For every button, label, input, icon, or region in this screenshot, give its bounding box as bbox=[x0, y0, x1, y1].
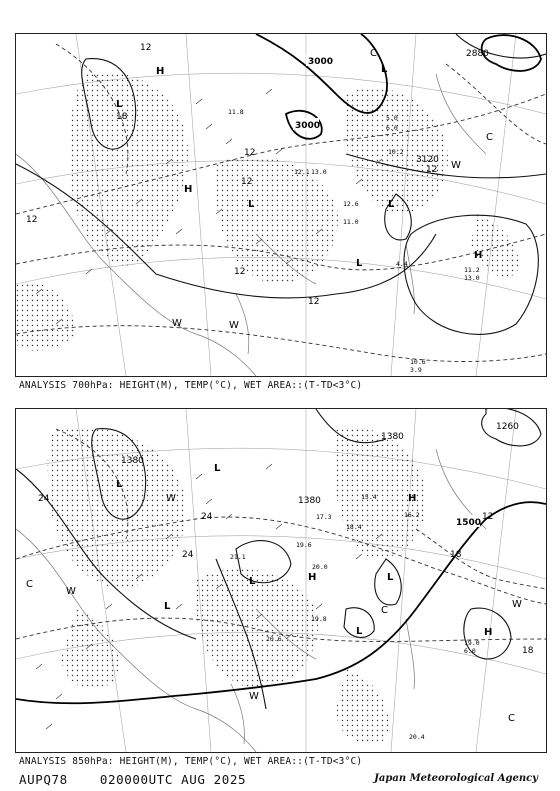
cold-mark: C bbox=[508, 713, 515, 724]
low-mark: L bbox=[356, 626, 363, 637]
caption-850hpa: ANALYSIS 850hPa: HEIGHT(M), TEMP(°C), WET AREA::(T-TD<3°C) bbox=[19, 756, 363, 767]
contour-label: 1380 bbox=[381, 432, 404, 442]
isotherm-label: 18 bbox=[116, 112, 128, 122]
cold-mark: C bbox=[370, 48, 377, 59]
high-mark: H bbox=[308, 572, 317, 583]
high-mark: H bbox=[156, 66, 165, 77]
station-value: 18.4 bbox=[346, 523, 362, 531]
station-value: 20.0 bbox=[312, 563, 328, 571]
high-mark: H bbox=[408, 493, 417, 504]
isotherm-label: 12 bbox=[482, 512, 494, 522]
station-value: 13.0 bbox=[464, 274, 480, 282]
isotherm-label: 24 bbox=[38, 494, 50, 504]
station-value: 12.6 bbox=[343, 200, 359, 208]
contour-label: 2880 bbox=[466, 49, 489, 59]
low-mark: L bbox=[116, 479, 123, 490]
map-850hpa bbox=[15, 408, 547, 753]
station-value: 21.1 bbox=[230, 553, 246, 561]
high-mark: H bbox=[484, 627, 493, 638]
station-value: 17.3 bbox=[316, 513, 332, 521]
caption-700hpa: ANALYSIS 700hPa: HEIGHT(M), TEMP(°C), WET AREA::(T-TD<3°C) bbox=[19, 380, 363, 391]
contour-label: 3000 bbox=[295, 121, 321, 131]
station-value: 13.0 bbox=[311, 168, 327, 176]
station-value: 19.8 bbox=[311, 615, 327, 623]
warm-mark: W bbox=[166, 493, 176, 504]
station-value: 15.4 bbox=[361, 493, 377, 501]
low-mark: L bbox=[116, 99, 123, 110]
warm-mark: W bbox=[451, 160, 461, 171]
contour-label: 1380 bbox=[121, 456, 144, 466]
low-mark: L bbox=[248, 199, 255, 210]
station-value: 16.2 bbox=[404, 511, 420, 519]
station-value: 11.8 bbox=[228, 108, 244, 116]
station-value: 6.0 bbox=[464, 647, 476, 655]
map-700hpa bbox=[15, 33, 547, 377]
station-value: 20.4 bbox=[409, 733, 425, 741]
station-value: 6.0 bbox=[386, 124, 398, 132]
high-mark: H bbox=[474, 250, 483, 261]
station-value: 19.6 bbox=[296, 541, 312, 549]
contour-label: 1260 bbox=[496, 422, 519, 432]
warm-mark: W bbox=[66, 586, 76, 597]
station-value: 5.0 bbox=[386, 114, 398, 122]
wet-areas bbox=[48, 427, 427, 744]
cold-mark: C bbox=[486, 132, 493, 143]
low-mark: L bbox=[356, 258, 363, 269]
low-mark: L bbox=[388, 199, 395, 210]
station-value: 10.6 bbox=[410, 358, 426, 366]
isotherm-label: 18 bbox=[522, 646, 534, 656]
low-mark: L bbox=[214, 463, 221, 474]
valid-time: 020000UTC AUG 2025 bbox=[99, 772, 247, 787]
low-mark: L bbox=[387, 572, 394, 583]
high-mark: H bbox=[184, 184, 193, 195]
station-value: 3.9 bbox=[410, 366, 422, 374]
contour-label: 3000 bbox=[308, 57, 334, 67]
wet-areas bbox=[16, 72, 519, 351]
isotherm-label: 12 bbox=[26, 215, 38, 225]
chart-footer bbox=[19, 772, 270, 787]
map-700hpa-canvas bbox=[16, 34, 546, 376]
station-value: 11.2 bbox=[464, 266, 480, 274]
isotherm-label: 12 bbox=[241, 177, 253, 187]
warm-mark: W bbox=[172, 318, 182, 329]
contour-label: 1380 bbox=[298, 496, 321, 506]
isotherm-label: 18 bbox=[450, 550, 462, 560]
chart-code: AUPQ78 bbox=[19, 772, 68, 787]
isotherm-label: 12 bbox=[426, 165, 438, 175]
contour-label: 3120 bbox=[416, 155, 439, 165]
station-value: 10.2 bbox=[388, 148, 404, 156]
low-mark: L bbox=[249, 576, 256, 587]
warm-mark: W bbox=[229, 320, 239, 331]
isotherm-label: 24 bbox=[201, 512, 213, 522]
isotherm-label: 12 bbox=[140, 43, 152, 53]
cold-mark: C bbox=[381, 605, 388, 616]
isotherm-label: 12 bbox=[308, 297, 320, 307]
station-value: 11.0 bbox=[343, 218, 359, 226]
isotherm-label: 12 bbox=[234, 267, 246, 277]
station-value: 4.4 bbox=[396, 260, 408, 268]
warm-mark: W bbox=[249, 691, 259, 702]
station-value: 19.0 bbox=[464, 639, 480, 647]
station-value: 12.1 bbox=[294, 168, 310, 176]
low-mark: L bbox=[164, 601, 171, 612]
isotherm-label: 12 bbox=[244, 148, 256, 158]
map-850hpa-canvas bbox=[16, 409, 546, 752]
isotherm-label: 24 bbox=[182, 550, 194, 560]
low-mark: L bbox=[381, 64, 388, 75]
warm-mark: W bbox=[512, 599, 522, 610]
agency-name: Japan Meteorological Agency bbox=[374, 773, 538, 784]
station-value: 20.6 bbox=[266, 635, 282, 643]
cold-mark: C bbox=[26, 579, 33, 590]
contour-label: 1500 bbox=[456, 518, 482, 528]
